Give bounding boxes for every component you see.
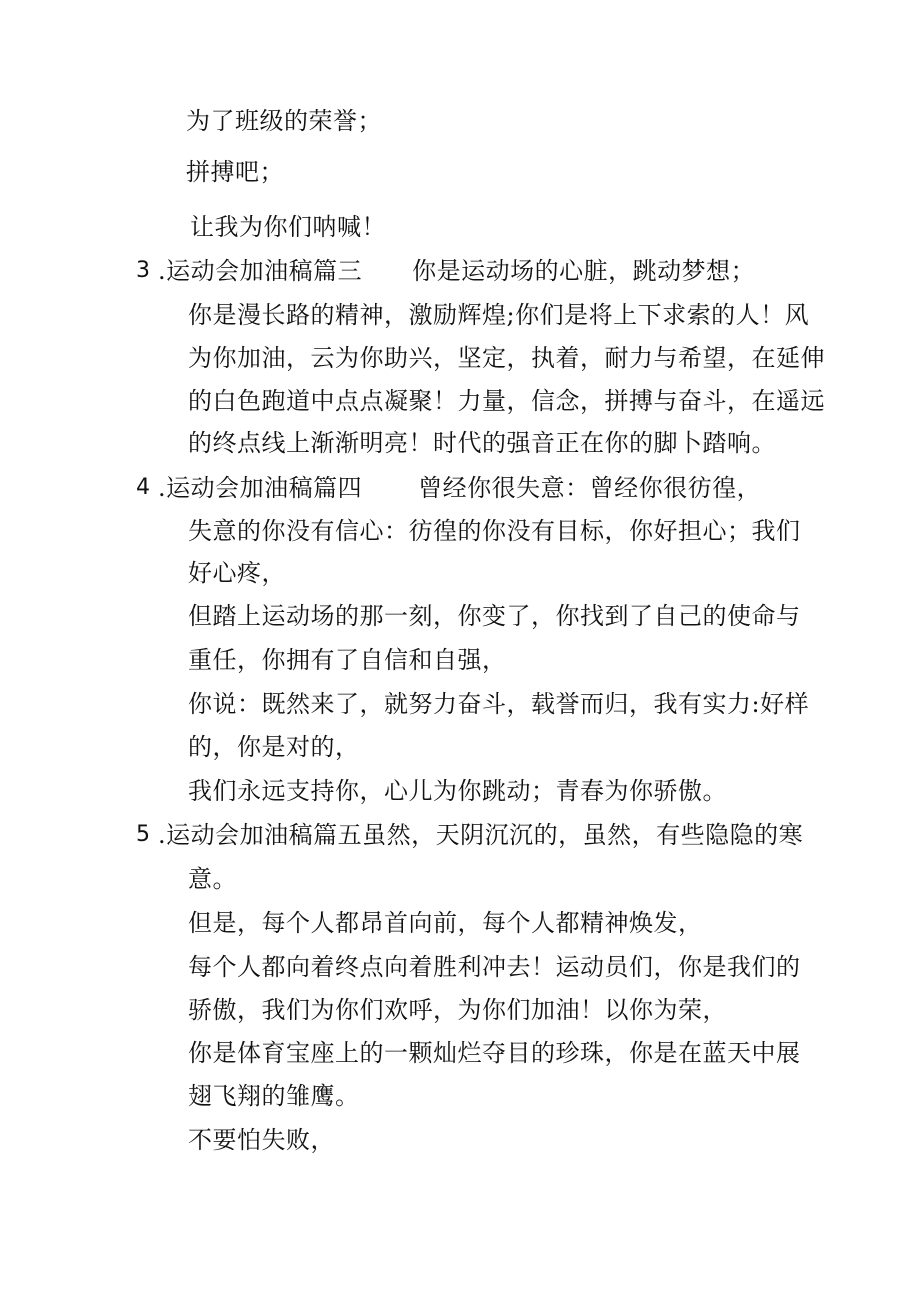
section-heading-line xyxy=(158,473,761,503)
section-heading-line xyxy=(158,256,755,286)
paragraph-line: 的白色跑道中点点凝聚！力量，信念，拼搏与奋斗，在遥远 xyxy=(188,387,825,415)
paragraph-line: 好心疼， xyxy=(188,559,286,587)
paragraph-line: 你说：既然来了，就努力奋斗，载誉而归，我有实力:好样 xyxy=(188,690,810,718)
paragraph-line: 骄傲，我们为你们欢呼，为你们加油！以你为荣， xyxy=(188,996,727,1024)
intro-line-2: 拼搏吧； xyxy=(186,158,284,186)
section-first-line: 虽然，天阴沉沉的，虽然，有些隐隐的寒 xyxy=(362,821,804,849)
paragraph-line: 你是漫长路的精神，激励辉煌;你们是将上下求索的人！风 xyxy=(188,301,810,329)
section-number: 5 xyxy=(136,822,150,847)
paragraph-line: 为你加油，云为你助兴，坚定，执着，耐力与希望，在延伸 xyxy=(188,344,825,372)
paragraph-line: 意。 xyxy=(188,865,237,893)
paragraph-line: 失意的你没有信心：彷徨的你没有目标，你好担心；我们 xyxy=(188,517,801,545)
paragraph-line: 但踏上运动场的那一刻，你变了，你找到了自己的使命与 xyxy=(188,602,801,630)
section-title: .运动会加油稿篇三 xyxy=(158,257,363,285)
paragraph-line: 每个人都向着终点向着胜利冲去！运动员们，你是我们的 xyxy=(188,953,801,981)
paragraph-line: 我们永远支持你，心儿为你跳动；青春为你骄傲。 xyxy=(188,777,727,805)
section-title: .运动会加油稿篇五 xyxy=(158,821,363,849)
paragraph-line: 翅飞翔的雏鹰。 xyxy=(188,1082,360,1110)
section-heading-line xyxy=(158,820,803,850)
section-number: 3 xyxy=(136,258,150,283)
section-first-line: 你是运动场的心脏，跳动梦想； xyxy=(412,257,756,285)
paragraph-line: 重任，你拥有了自信和自强， xyxy=(188,646,507,674)
section-first-line: 曾经你很失意：曾经你很彷徨， xyxy=(418,474,762,502)
paragraph-line: 但是，每个人都昂首向前，每个人都精神焕发， xyxy=(188,909,703,937)
paragraph-line: 的终点线上渐渐明亮！时代的强音正在你的脚卜踏响。 xyxy=(188,429,776,457)
section-title: .运动会加油稿篇四 xyxy=(158,474,363,502)
section-number: 4 xyxy=(136,475,150,500)
paragraph-line: 你是体育宝座上的一颗灿烂夺目的珍珠，你是在蓝天中展 xyxy=(188,1039,801,1067)
intro-line-1: 为了班级的荣誉； xyxy=(186,107,382,135)
intro-line-3: 让我为你们呐喊！ xyxy=(190,213,386,241)
paragraph-line: 不要怕失败， xyxy=(188,1126,335,1154)
paragraph-line: 的，你是对的， xyxy=(188,733,360,761)
